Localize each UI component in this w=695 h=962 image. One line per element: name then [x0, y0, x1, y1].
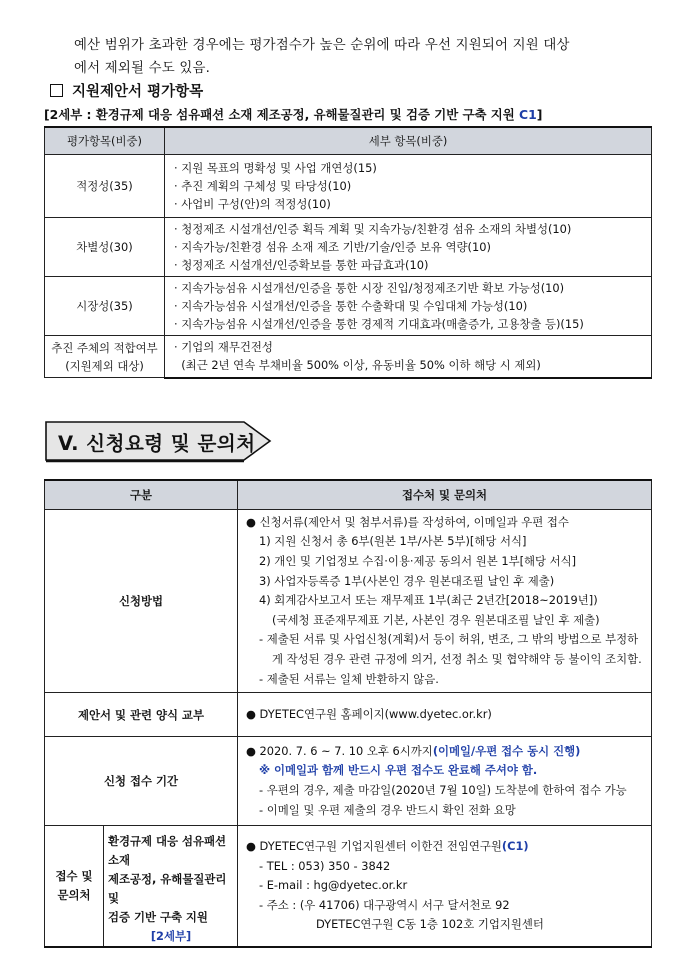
table-row [45, 693, 652, 737]
detail-item: · 지속가능섬유 시설개선/인증을 통한 경제적 기대효과(매출증가, 고용창출 등)(15) [174, 317, 584, 331]
details-cell [165, 336, 652, 378]
sub-title [44, 105, 542, 123]
intro-line-1: 예산 범위가 초과한 경우에는 평가점수가 높은 순위에 따라 우선 지원되어 지원 대상 [74, 38, 570, 53]
period-note: (이메일/우편 접수 동시 진행) [432, 743, 581, 758]
table-header-row [45, 480, 652, 510]
category-line: 추진 주체의 적합여부 [51, 340, 158, 355]
contact-project [104, 826, 237, 946]
header-division: 구분 [45, 480, 238, 510]
details-cell [165, 155, 652, 218]
period-warning: ※ 이메일과 함께 반드시 우편 접수도 완료해 주셔야 함. [259, 763, 538, 778]
method-line: 2) 개인 및 기업정보 수집·이용·제공 동의서 원본 1부[해당 서식] [259, 554, 577, 569]
method-line: 3) 사업자등록증 1부(사본인 경우 원본대조필 날인 후 제출) [259, 573, 555, 588]
detail-item: · 추진 계획의 구체성 및 타당성(10) [174, 179, 352, 193]
banner-title: V. 신청요령 및 문의처 [58, 432, 256, 455]
sub-title-main: [2세부 : 환경규제 대응 섬유패션 소재 제조공정, 유해물질관리 및 검증 기반 구축 지원 [44, 107, 520, 122]
forms-content [238, 693, 652, 737]
detail-item: · 기업의 재무건전성 [174, 340, 273, 355]
project-tag: [2세부] [150, 929, 192, 943]
intro-line-2: 에서 제외될 수도 있음. [74, 61, 211, 76]
section-title [50, 80, 203, 101]
method-line: 게 작성된 경우 관련 규정에 의거, 선정 취소 및 협약해약 등 불이익 조치함. [272, 651, 642, 666]
method-line: ● 신청서류(제안서 및 첨부서류)를 작성하여, 이메일과 우편 접수 [246, 514, 569, 529]
contact-address: - 주소 : (우 41706) 대구광역시 서구 달서천로 92 [259, 897, 510, 912]
category-cell: 적정성(35) [45, 155, 165, 218]
application-table [44, 479, 652, 948]
table-row [45, 218, 652, 277]
detail-item: · 사업비 구성(안)의 적정성(10) [174, 197, 331, 211]
table-row [45, 737, 652, 826]
detail-item: · 지속가능섬유 시설개선/인증을 통한 시장 진입/청정제조기반 확보 가능성(10) [174, 281, 565, 295]
detail-item: · 청정제조 시설개선/인증 획득 계획 및 지속가능/친환경 섬유 소재의 차별성(10) [174, 222, 572, 236]
table-row [45, 510, 652, 693]
project-line: 검증 기반 구축 지원 [108, 910, 208, 924]
period-line: - 우편의 경우, 제출 마감일(2020년 7월 10일) 도착분에 한하여 접수 가능 [259, 783, 627, 797]
category-cell: 차별성(30) [45, 218, 165, 277]
period-line [246, 742, 650, 762]
period-date: ● 2020. 7. 6 ~ 7. 10 오후 6시까지 [246, 743, 433, 758]
contact-label-wrap [45, 826, 237, 946]
header-details: 세부 항목(비중) [165, 127, 652, 155]
method-label: 신청방법 [45, 510, 238, 693]
detail-item: (최근 2년 연속 부채비율 500% 이상, 유동비율 50% 이하 해당 시 제외) [174, 358, 541, 373]
detail-item: · 지원 목표의 명확성 및 사업 개연성(15) [174, 161, 377, 175]
period-line: - 이메일 및 우편 제출의 경우 반드시 확인 전화 요망 [259, 802, 516, 817]
table-row [45, 826, 652, 948]
contact-address-2: DYETEC연구원 C동 1층 102호 기업지원센터 [316, 917, 544, 932]
contact-line [246, 837, 650, 857]
contact-code: (C1) [501, 839, 529, 854]
header-category: 평가항목(비중) [45, 127, 165, 155]
method-line: 1) 지원 신청서 총 6부(원본 1부/사본 5부)[해당 서식] [259, 534, 527, 549]
square-bullet-icon [50, 84, 63, 97]
table-header-row [45, 127, 652, 155]
table-row [45, 155, 652, 218]
method-line: (국세청 표준재무제표 기본, 사본인 경우 원본대조필 날인 후 제출) [272, 612, 600, 627]
evaluation-table [44, 126, 652, 379]
sub-title-close: ] [536, 107, 543, 122]
period-content [238, 737, 652, 826]
contact-phone: - TEL : 053) 350 - 3842 [259, 858, 391, 873]
table-row [45, 277, 652, 336]
intro-paragraph [74, 34, 652, 80]
category-line: (지원제외 대상) [65, 358, 144, 373]
contact-person: ● DYETEC연구원 기업지원센터 이한건 전임연구원 [246, 839, 502, 854]
contact-label: 접수 및 문의처 [45, 826, 104, 946]
contact-content [238, 826, 652, 948]
details-cell [165, 218, 652, 277]
method-line: 4) 회계감사보고서 또는 재무제표 1부(최근 2년간[2018~2019년]) [259, 593, 598, 608]
section-banner [44, 419, 274, 463]
forms-line: ● DYETEC연구원 홈페이지(www.dyetec.or.kr) [246, 706, 492, 721]
period-label: 신청 접수 기간 [45, 737, 238, 826]
contact-label-cell [45, 826, 238, 948]
forms-label: 제안서 및 관련 양식 교부 [45, 693, 238, 737]
sub-title-code: C1 [519, 107, 537, 122]
contact-email: - E-mail : hg@dyetec.or.kr [259, 878, 408, 893]
project-line: 환경규제 대응 섬유패션 소재 [108, 834, 226, 867]
detail-item: · 지속가능섬유 시설개선/인증을 통한 수출확대 및 수입대체 가능성(10) [174, 299, 528, 313]
method-line: - 제출된 서류 및 사업신청(계획)서 등이 허위, 변조, 그 밖의 방법으로 부정하 [259, 632, 639, 647]
category-cell: 시장성(35) [45, 277, 165, 336]
method-line: - 제출된 서류는 일체 반환하지 않음. [259, 671, 439, 686]
project-line: 제조공정, 유해물질관리 및 [108, 872, 227, 905]
detail-item: · 청정제조 시설개선/인증확보를 통한 파급효과(10) [174, 258, 429, 272]
details-cell [165, 277, 652, 336]
detail-item: · 지속가능/친환경 섬유 소재 제조 기반/기술/인증 보유 역량(10) [174, 240, 491, 254]
section-title-text: 지원제안서 평가항목 [72, 84, 204, 100]
header-contact: 접수처 및 문의처 [238, 480, 652, 510]
method-content [238, 510, 652, 693]
table-row [45, 336, 652, 378]
category-cell [45, 336, 165, 378]
